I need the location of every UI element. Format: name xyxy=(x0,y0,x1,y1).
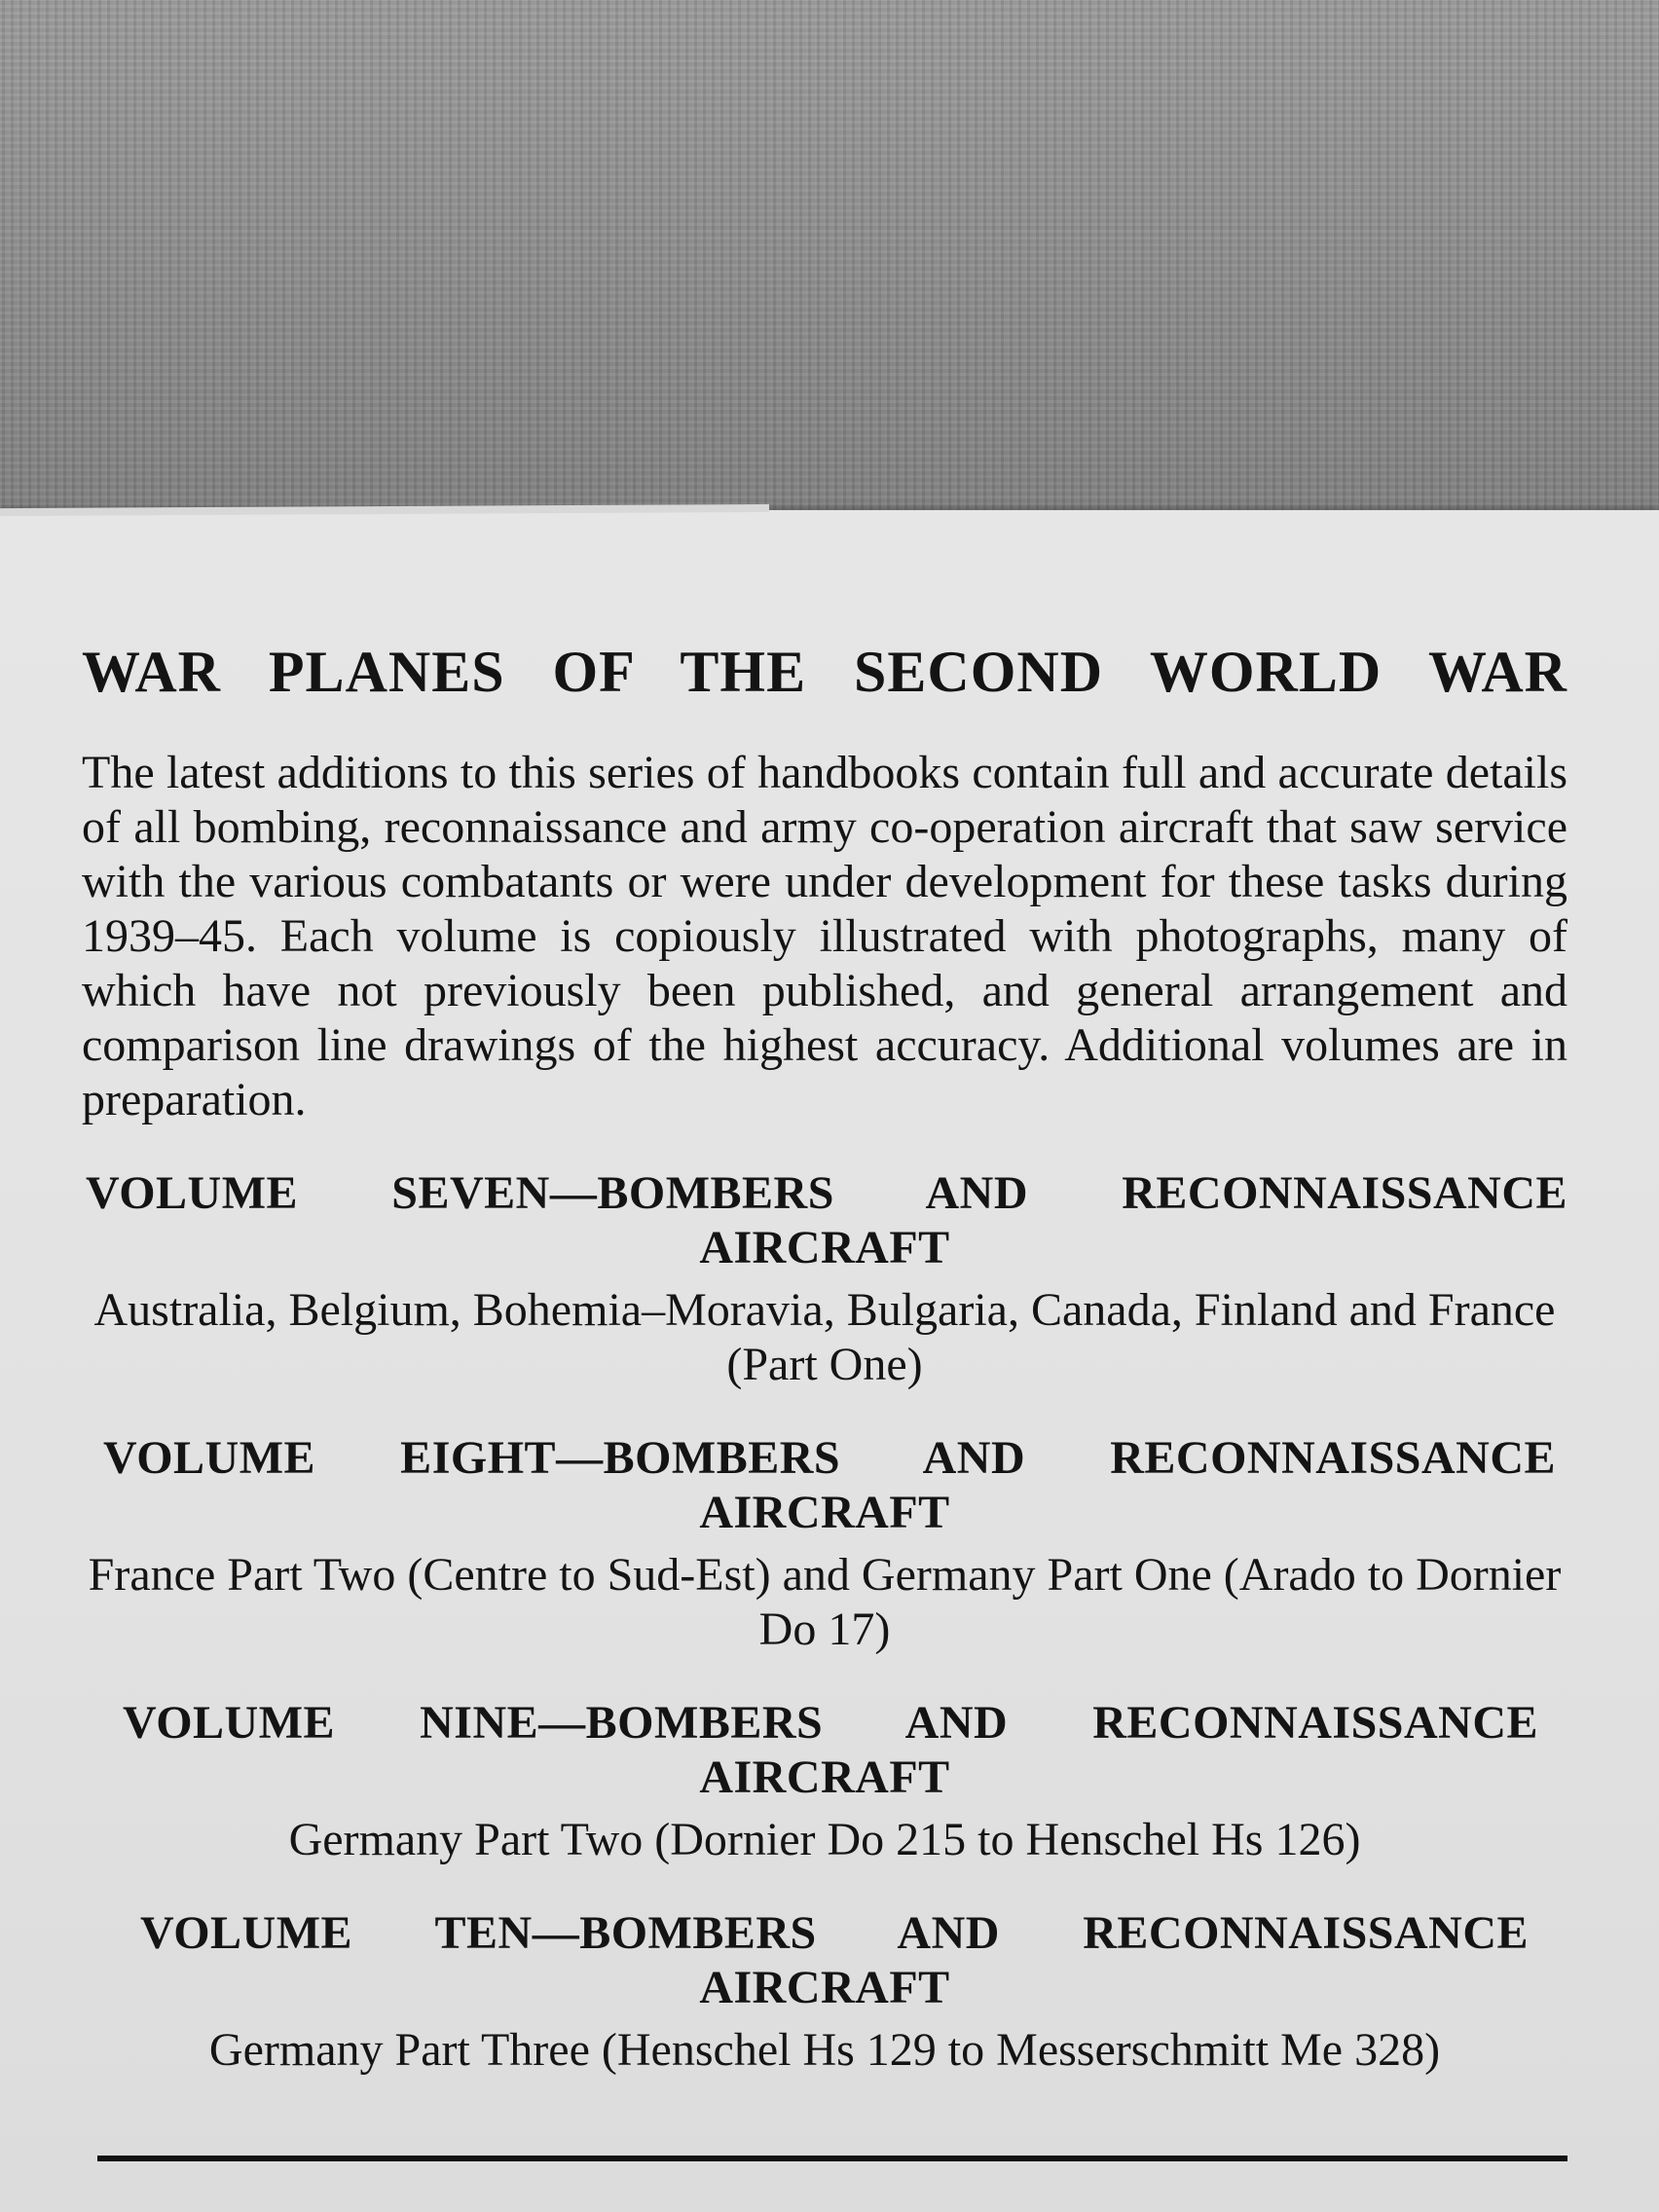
volume-description: Germany Part Three (Henschel Hs 129 to Messerschmitt Me 328) xyxy=(208,2024,1441,2076)
volume-ten xyxy=(82,1906,1567,2078)
cropped-footer xyxy=(0,2181,1659,2212)
volume-heading xyxy=(82,1696,1567,1805)
volume-nine xyxy=(82,1696,1567,1867)
volume-heading xyxy=(82,1166,1567,1275)
volume-description: France Part Two (Centre to Sud-Est) and Germany Part One (Arado to Dornier Do 17) xyxy=(88,1549,1562,1655)
volume-heading-line2: AIRCRAFT xyxy=(699,1962,950,2013)
volume-heading-line1: VOLUME SEVEN—BOMBERS AND RECONNAISSANCE xyxy=(86,1167,1567,1219)
volume-heading-line2: AIRCRAFT xyxy=(699,1487,950,1538)
intro-paragraph: The latest additions to this series of handbooks contain full and accurate details of all bombing, reconnaissance and army co-operation aircraft that saw service with the various combatants or were under development for these tasks during 1939–45. Each volume is copiously illustrated with photographs, many of which have not previously been published, and general arrangement and comparison line drawings of the highest accuracy. Additional volumes are in preparation. xyxy=(82,747,1567,1125)
volume-description: Australia, Belgium, Bohemia–Moravia, Bulgaria, Canada, Finland and France (Part One) xyxy=(93,1284,1556,1390)
book-cover-page xyxy=(0,510,1659,2212)
volume-heading-line1: VOLUME TEN—BOMBERS AND RECONNAISSANCE xyxy=(140,1907,1529,1959)
volume-heading-line1: VOLUME EIGHT—BOMBERS AND RECONNAISSANCE xyxy=(103,1432,1556,1484)
page-content xyxy=(82,637,1567,2078)
volume-seven xyxy=(82,1166,1567,1392)
volume-heading-line1: VOLUME NINE—BOMBERS AND RECONNAISSANCE xyxy=(123,1697,1538,1749)
volume-heading xyxy=(82,1906,1567,2015)
page-title: WAR PLANES OF THE SECOND WORLD WAR xyxy=(82,640,1567,704)
volume-heading xyxy=(82,1431,1567,1540)
volume-eight xyxy=(82,1431,1567,1657)
volume-heading-line2: AIRCRAFT xyxy=(699,1222,950,1273)
volume-heading-line2: AIRCRAFT xyxy=(699,1751,950,1803)
horizontal-rule xyxy=(97,2156,1567,2161)
background-surface xyxy=(0,0,1659,526)
volume-description: Germany Part Two (Dornier Do 215 to Henschel Hs 126) xyxy=(288,1814,1361,1865)
